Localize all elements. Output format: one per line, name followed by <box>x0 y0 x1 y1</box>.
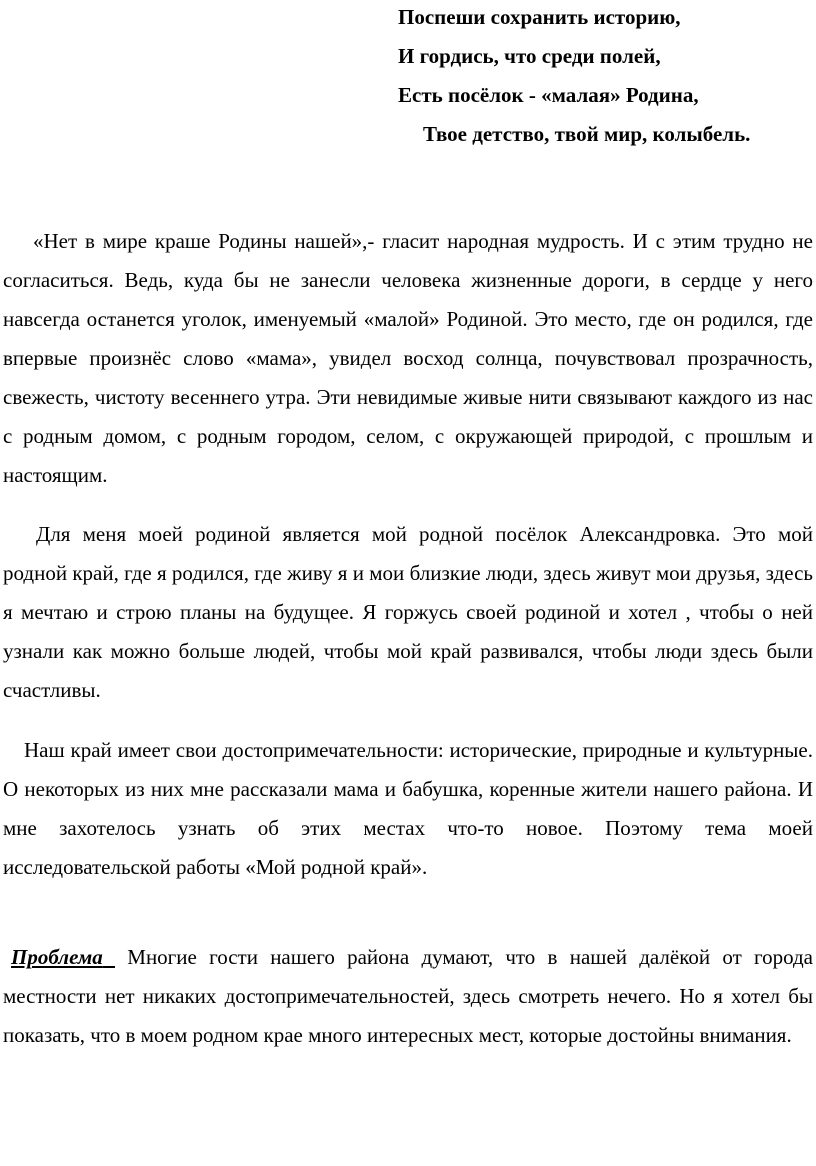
paragraph-homeland: Для меня моей родиной является мой родной посёлок Александровка. Это мой родной край, где я родился, где живу я и мои близкие люди, здесь живут мои друзья, здесь я мечтаю и строю планы на будущее. Я горжусь своей родиной и хотел , чтобы о ней узнали как можно больше людей, чтобы мой край развивался, чтобы люди здесь были счастливы. <box>3 522 813 702</box>
problem-text: Многие гости нашего района думают, что в нашей далёкой от города местности нет никаких достопримечательностей, здесь смотреть нечего. Но я хотел бы показать, что в моем родном крае много интересных мест, которые достойны внимания. <box>3 945 813 1047</box>
paragraph-intro: «Нет в мире краше Родины нашей»,- гласит народная мудрость. И с этим трудно не согласиться. Ведь, куда бы не занесли человека жизненные дороги, в сердце у него навсегда останется уголок, именуемый «малой» Родиной. Это место, где он родился, где впервые произнёс слово «мама», увидел восход солнца, почувствовал прозрачность, свежесть, чистоту весеннего утра. Эти невидимые живые нити связывают каждого из нас с родным домом, с родным городом, селом, с окружающей природой, с прошлым и настоящим. <box>3 229 813 487</box>
poem-line: Твое детство, твой мир, колыбель. <box>423 122 751 146</box>
problem-label: Проблема <box>11 945 103 969</box>
epigraph-poem <box>398 2 813 158</box>
poem-line: Есть посёлок - «малая» Родина, <box>398 83 699 107</box>
paragraph-landmarks: Наш край имеет свои достопримечательности: исторические, природные и культурные. О некоторых из них мне рассказали мама и бабушка, коренные жители нашего района. И мне захотелось узнать об этих местах что-то новое. Поэтому тема моей исследовательской работы «Мой родной край». <box>3 738 813 879</box>
poem-line: И гордись, что среди полей, <box>398 44 661 68</box>
paragraph-problem <box>3 938 813 1055</box>
poem-line: Поспеши сохранить историю, <box>398 5 681 29</box>
problem-underline-gap <box>103 945 115 969</box>
